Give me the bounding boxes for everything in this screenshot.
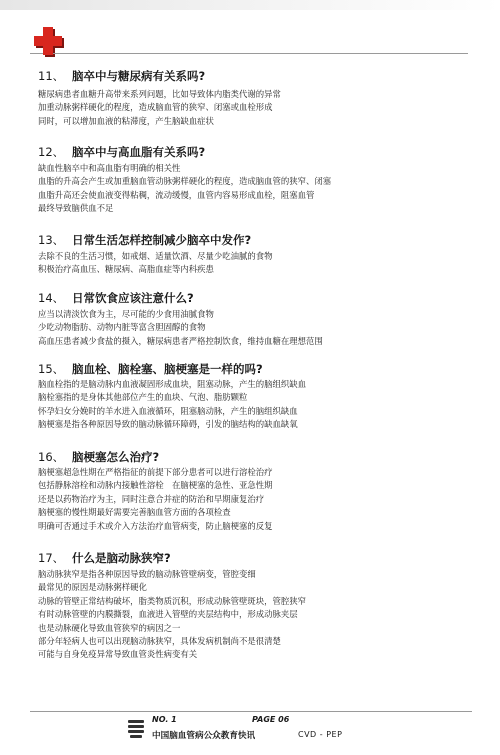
answer-line: 血脂升高还会使血液变得粘稠，流动缓慢，血管内容易形成血栓，阻塞血管 xyxy=(38,189,315,200)
top-divider xyxy=(30,53,468,54)
faq-question xyxy=(38,68,474,84)
faq-section-15 xyxy=(38,361,474,432)
answer-line: 同时，可以增加血液的粘滞度，产生脑缺血症状 xyxy=(38,115,214,126)
answer-line: 怀孕妇女分娩时的羊水进入血液循环，阻塞脑动脉，产生的脑组织缺血 xyxy=(38,405,298,416)
faq-section-14 xyxy=(38,290,474,348)
top-band xyxy=(0,0,500,10)
question-number: 12、 xyxy=(38,145,65,159)
question-number: 14、 xyxy=(38,291,65,305)
answer-line: 高血压患者减少食盐的摄入，糖尿病患者严格控制饮食，维持血糖在理想范围 xyxy=(38,335,323,346)
publication-code: CVD - PEP xyxy=(298,730,343,739)
answer-line: 缺血性脑卒中和高血脂有明确的相关性 xyxy=(38,163,181,173)
faq-question xyxy=(38,232,474,248)
answer-line: 血脂的升高会产生或加重脑血管动脉粥样硬化的程度，造成脑血管的狭窄、闭塞 xyxy=(38,176,332,187)
question-number: 16、 xyxy=(38,450,65,464)
faq-question xyxy=(38,449,474,465)
question-title: 脑卒中与高血脂有关系吗? xyxy=(72,145,206,159)
answer-line: 可能与自身免疫异常导致血管炎性病变有关 xyxy=(38,649,198,660)
publication-name: 中国脑血管病公众教育快讯 xyxy=(152,731,256,741)
question-title: 日常饮食应该注意什么? xyxy=(72,291,194,305)
footer-divider xyxy=(30,711,472,712)
question-title: 脑血栓、脑栓塞、脑梗塞是一样的吗? xyxy=(72,362,263,376)
faq-section-13 xyxy=(38,232,474,277)
faq-section-16 xyxy=(38,449,474,533)
answer-line: 脑栓塞指的是身体其他部位产生的血块、气泡、脂肪颗粒 xyxy=(38,392,248,403)
faq-section-11 xyxy=(38,68,474,128)
answer-line: 积极治疗高血压、糖尿病、高脂血症等内科疾患 xyxy=(38,264,214,275)
issue-number: NO. 1 xyxy=(152,715,177,724)
faq-question xyxy=(38,550,474,566)
answer-line: 加重动脉粥样硬化的程度，造成脑血管的狭窄、闭塞或血栓形成 xyxy=(38,102,273,113)
answer-line: 包括静脉溶栓和动脉内接触性溶栓 在脑梗塞的急性、亚急性期 xyxy=(38,480,273,491)
question-number: 15、 xyxy=(38,362,65,376)
answer-line: 脑梗塞的慢性期最好需要完善脑血管方面的各项检查 xyxy=(38,507,231,518)
answer-line: 脑梗塞超急性期在严格指征的前提下部分患者可以进行溶栓治疗 xyxy=(38,467,273,477)
answer-line: 动脉的管壁正常结构破坏，脂类物质沉积，形成动脉管壁斑块，管腔狭窄 xyxy=(38,595,306,606)
page-number: PAGE 06 xyxy=(252,715,290,724)
answer-line: 应当以清淡饮食为主，尽可能的少食用油腻食物 xyxy=(38,309,214,319)
answer-line: 脑血栓指的是脑动脉内血液凝固形成血块，阻塞动脉，产生的脑组织缺血 xyxy=(38,379,306,389)
question-title: 脑梗塞怎么治疗? xyxy=(72,450,160,464)
faq-section-12 xyxy=(38,144,474,216)
question-title: 日常生活怎样控制减少脑卒中发作? xyxy=(72,233,252,247)
answer-line: 有时动脉管壁的内膜撕裂，血液进入管壁的夹层结构中，形成动脉夹层 xyxy=(38,609,298,620)
answer-line: 脑动脉狭窄是指各种原因导致的脑动脉管壁病变，管腔变细 xyxy=(38,569,256,579)
answer-line: 最终导致脑供血不足 xyxy=(38,203,114,214)
faq-question xyxy=(38,290,474,306)
question-title: 什么是脑动脉狭窄? xyxy=(72,551,171,565)
publication-logo-icon xyxy=(126,718,146,740)
red-cross-icon xyxy=(34,27,62,55)
question-title: 脑卒中与糖尿病有关系吗? xyxy=(72,69,206,83)
answer-line: 明确可否通过手术或介入方法治疗血管病变，防止脑梗塞的反复 xyxy=(38,520,273,531)
answer-line: 脑梗塞是指各种原因导致的脑动脉循环障碍，引发的脑结构的缺血缺氧 xyxy=(38,419,298,430)
question-number: 13、 xyxy=(38,233,65,247)
answer-line: 还是以药物治疗为主，同时注意合并症的防治和早期康复治疗 xyxy=(38,493,265,504)
answer-line: 糖尿病患者血糖升高带来系列问题，比如导致体内脂类代谢的异常 xyxy=(38,89,281,99)
answer-line: 部分年轻病人也可以出现脑动脉狭窄，具体发病机制尚不是很清楚 xyxy=(38,635,281,646)
answer-line: 最常见的原因是动脉粥样硬化 xyxy=(38,582,147,593)
faq-question xyxy=(38,361,474,377)
answer-line: 去除不良的生活习惯，如戒烟、适量饮酒、尽量少吃油腻的食物 xyxy=(38,251,273,261)
red-cross-icon-horizontal xyxy=(34,36,62,46)
answer-line: 也是动脉硬化导致血管狭窄的病因之一 xyxy=(38,622,181,633)
question-number: 17、 xyxy=(38,551,65,565)
faq-section-17 xyxy=(38,550,474,662)
answer-line: 少吃动物脂肪、动物内脏等富含胆固醇的食物 xyxy=(38,322,206,333)
question-number: 11、 xyxy=(38,69,65,83)
faq-question xyxy=(38,144,474,160)
